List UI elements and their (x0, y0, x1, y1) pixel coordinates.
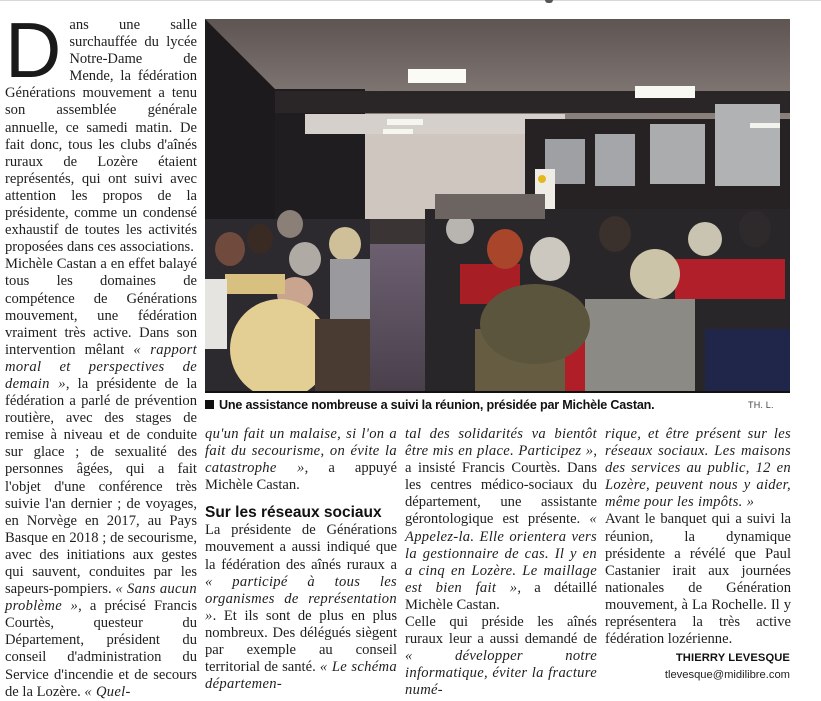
paragraph (5, 256, 197, 700)
lead-text: ans une salle surchauffée du lycée Notre-Dame de Mende, la fédération Générations mouvement a tenu son assemblée générale annuelle, ce samedi matin. De fait donc, tous les clubs d'aînés ruraux de Lozère étaient représentés, qui ont suivi avec attention les propos de la présidente, comme un condensé exhaustif de toutes les activités proposées dans ces associations. (5, 17, 197, 256)
paragraph (205, 522, 397, 693)
text: La présidente de Générations mouvement a aussi indiqué que la fédération des aînés ruraux a (205, 522, 397, 573)
paragraph (605, 511, 791, 648)
quote: « rapport moral et perspectives de demain » (5, 341, 197, 392)
text: , a détaillé Michèle Castan. (405, 579, 597, 613)
author-email[interactable]: tlevesque@midilibre.com (664, 669, 790, 681)
text: Avant le banquet qui a suivi la réunion, la dynamique présidente a révélé que Paul Castanier irait aux journées nationales de Génération mouvement, à La Rochelle. Il y représentera la très active fédération lozérienne. (605, 511, 791, 648)
paragraph (405, 426, 597, 614)
caption-square-icon (205, 400, 214, 409)
section-subhead: Sur les réseaux sociaux (205, 504, 382, 522)
paragraph (405, 614, 597, 699)
drop-cap: D (5, 6, 62, 94)
quote: « Quel- (84, 683, 131, 700)
text: . Et ils sont de plus en plus nombreux. Des délégués siègent par exemple au conseil territorial de santé. (205, 607, 397, 676)
page-top-rule (0, 0, 821, 1)
photo-caption (205, 398, 685, 412)
audience-photo-illustration (205, 19, 790, 391)
text: Celle qui préside les aînés ruraux leur a aussi demandé de (405, 614, 597, 648)
text: Michèle Castan a en effet balayé tous les domaines de compétence de Générations mouvement, une fédération vraiment très active. Dans son intervention mêlant (5, 256, 197, 358)
article-photo (205, 19, 790, 391)
quote: « Appelez-la. Elle orientera vers la gestionnaire de cas. Il y en a cinq en Lozère. Le maillage est bien fait » (405, 511, 597, 596)
paragraph (605, 426, 791, 511)
article-column-1 (5, 6, 198, 701)
paragraph (205, 426, 397, 494)
photo-credit: TH. L. (748, 400, 774, 410)
quote: « Sans aucun problème » (5, 581, 197, 615)
quote: rique, et être présent sur les réseaux sociaux. Les maisons des services au public, 12 en Lozère, peuvent nous y aider, même pour les impôts. » (605, 426, 791, 511)
text: , a précisé Francis Courtès, questeur du Département, président du conseil d'administration du Service d'incendie et de secours de la Lozère. (5, 598, 198, 700)
caption-text: Une assistance nombreuse a suivi la réunion, présidée par Michèle Castan. (219, 398, 655, 412)
caption-rule (205, 391, 790, 393)
quote: « participé à tous les organismes de représentation » (205, 573, 397, 624)
page-fold-mark (545, 0, 553, 3)
text: , la présidente de la fédération a parlé de prévention routière, avec des stages de remise à niveau et de conduite sur glace ; de sexualité des personnes âgées, qui a fait l'objet d'une conférence très suivie l'an dernier ; de voyages, en Norvège en 2017, au Pays Basque en 2018 ; de secourisme, avec des initiations aux gestes qui sauvent, conduites par les sapeurs-pompiers. (5, 375, 197, 598)
quote: qu'un fait un malaise, si l'on a fait du secourisme, on évite la catastrophe » (205, 426, 397, 477)
article-column-2 (205, 426, 397, 693)
lead-paragraph (5, 6, 197, 256)
article-column-4 (605, 426, 791, 648)
quote: tal des solidarités va bientôt être mis en place. Participez » (405, 426, 597, 460)
author-byline: THIERRY LEVESQUE (675, 652, 790, 664)
article-column-3 (405, 426, 597, 700)
text: , a insisté Francis Courtès. Dans les centres médico-sociaux du département, une assistante gérontologique est présente. (405, 443, 597, 528)
text: , a appuyé Michèle Castan. (205, 460, 397, 494)
quote: « Le schéma départemen- (205, 659, 397, 693)
quote: « développer notre informatique, éviter la fracture numé- (405, 648, 597, 699)
